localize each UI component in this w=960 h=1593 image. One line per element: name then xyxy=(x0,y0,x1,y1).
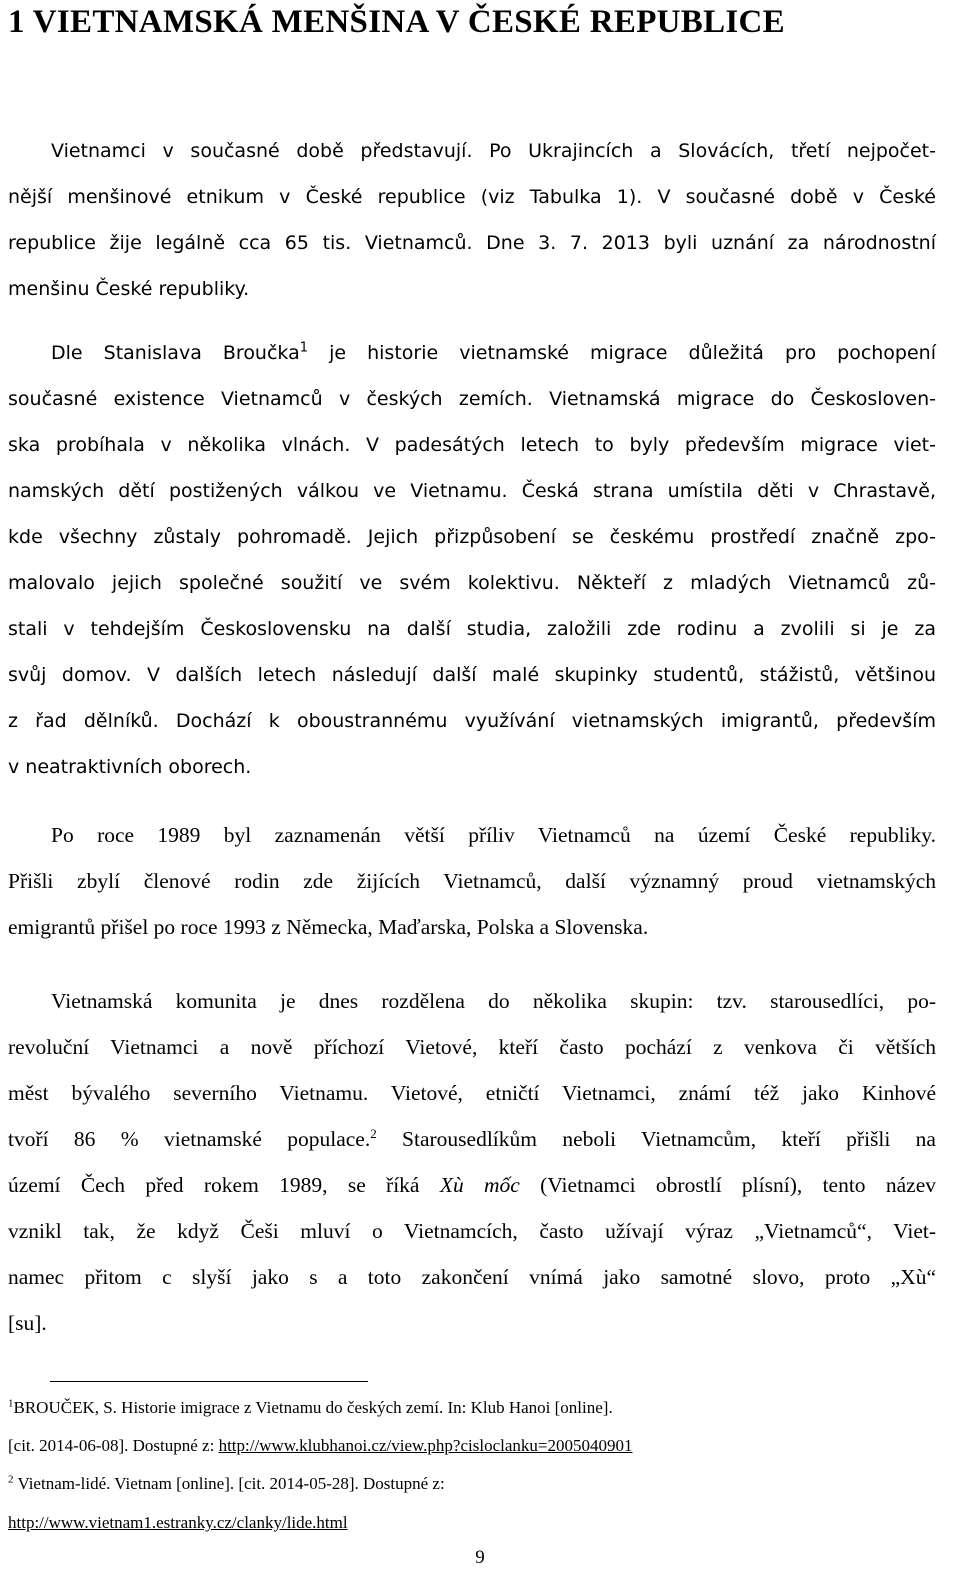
text-fragment: je historie vietnamské migrace důležitá pro pochopení xyxy=(308,342,937,364)
footnote-separator xyxy=(50,1381,368,1382)
text-line xyxy=(8,1162,936,1208)
text-fragment: Dle Stanislava Broučka xyxy=(51,342,300,364)
text-fragment: (Vietnamci obrostlí plísní), tento název xyxy=(519,1173,937,1197)
footnote-text: BROUČEK, S. Historie imigrace z Vietnamu do českých zemí. In: Klub Hanoi [online]. xyxy=(13,1398,613,1417)
text-line: malovalo jejich společné soužití ve svém kolektivu. Někteří z mladých Vietnamců zů- xyxy=(8,572,936,594)
footnote-1-line-2 xyxy=(8,1434,948,1458)
footnote-1 xyxy=(8,1396,948,1420)
text-line: namských dětí postižených válkou ve Vietnamu. Česká strana umístila děti v Chrastavě, xyxy=(8,480,936,502)
text-line: v neatraktivních oborech. xyxy=(8,756,252,778)
footnote-2-link[interactable]: http://www.vietnam1.estranky.cz/clanky/lide.html xyxy=(8,1513,348,1532)
paragraph-after-1989 xyxy=(8,812,936,950)
footnote-ref-2[interactable]: 2 xyxy=(370,1125,377,1141)
text-line xyxy=(8,330,936,376)
footnote-1-link[interactable]: http://www.klubhanoi.cz/view.php?cisloclanku=2005040901 xyxy=(218,1436,633,1455)
italic-term: Xù mốc xyxy=(439,1173,520,1197)
text-line: republice žije legálně cca 65 tis. Vietnamců. Dne 3. 7. 2013 byli uznání za národnostní xyxy=(8,232,936,254)
text-line: Přišli zbylí členové rodin zde žijících Vietnamců, další významný proud vietnamských xyxy=(8,869,936,893)
text-line: namec přitom c slyší jako s a toto zakončení vnímá jako samotné slovo, proto „Xù“ xyxy=(8,1265,936,1289)
footnote-text: [cit. 2014-06-08]. Dostupné z: xyxy=(8,1436,219,1455)
chapter-heading: 1 VIETNAMSKÁ MENŠINA V ČESKÉ REPUBLICE xyxy=(8,4,785,40)
footnote-ref-1[interactable]: 1 xyxy=(299,340,309,356)
footnote-2 xyxy=(8,1472,948,1496)
text-line: stali v tehdejším Československu na další studia, založili zde rodinu a zvolili si je za xyxy=(8,618,936,640)
text-line: kde všechny zůstaly pohromadě. Jejich přizpůsobení se českému prostředí značně zpo- xyxy=(8,526,936,548)
text-line: Vietnamská komunita je dnes rozdělena do několika skupin: tzv. starousedlíci, po- xyxy=(51,989,936,1013)
footnote-text: Vietnam-lidé. Vietnam [online]. [cit. 2014-05-28]. Dostupné z: xyxy=(13,1474,445,1493)
text-line xyxy=(8,1116,936,1162)
text-line: Vietnamci v současné době představují. Po Ukrajincích a Slovácích, třetí nejpočet- xyxy=(51,140,936,162)
text-fragment: Starousedlíkům neboli Vietnamcům, kteří přišli na xyxy=(376,1127,936,1151)
paragraph-community-groups xyxy=(8,978,936,1346)
paragraph-intro xyxy=(8,128,936,312)
text-line: emigrantů přišel po roce 1993 z Německa, Maďarska, Polska a Slovenska. xyxy=(8,915,649,939)
text-line: revoluční Vietnamci a nově příchozí Vietové, kteří často pochází z venkova či větších xyxy=(8,1035,936,1059)
text-line: měst bývalého severního Vietnamu. Vietové, etničtí Vietnamci, známí též jako Kinhové xyxy=(8,1081,936,1105)
text-line: nější menšinové etnikum v České republice (viz Tabulka 1). V současné době v České xyxy=(8,186,936,208)
text-line: menšinu České republiky. xyxy=(8,278,250,300)
text-line: svůj domov. V dalších letech následují další malé skupinky studentů, stážistů, většinou xyxy=(8,664,936,686)
text-line: vznikl tak, že když Češi mluví o Vietnamcích, často užívají výraz „Vietnamců“, Viet- xyxy=(8,1219,936,1243)
page-number: 9 xyxy=(475,1547,485,1568)
text-fragment: území Čech před rokem 1989, se říká xyxy=(8,1173,440,1197)
text-line: současné existence Vietnamců v českých zemích. Vietnamská migrace do Českosloven- xyxy=(8,388,936,410)
footnote-number: 2 xyxy=(8,1473,14,1486)
text-line: ska probíhala v několika vlnách. V padesátých letech to byly především migrace viet- xyxy=(8,434,936,456)
text-line: [su]. xyxy=(8,1311,47,1335)
footnote-number: 1 xyxy=(8,1397,14,1410)
text-line: Po roce 1989 byl zaznamenán větší příliv Vietnamců na území České republiky. xyxy=(51,823,936,847)
paragraph-migration-history xyxy=(8,330,936,790)
text-line: z řad dělníků. Dochází k oboustrannému využívání vietnamských imigrantů, především xyxy=(8,710,936,732)
text-fragment: tvoří 86 % vietnamské populace. xyxy=(8,1127,371,1151)
footnote-2-line-2 xyxy=(8,1511,948,1535)
